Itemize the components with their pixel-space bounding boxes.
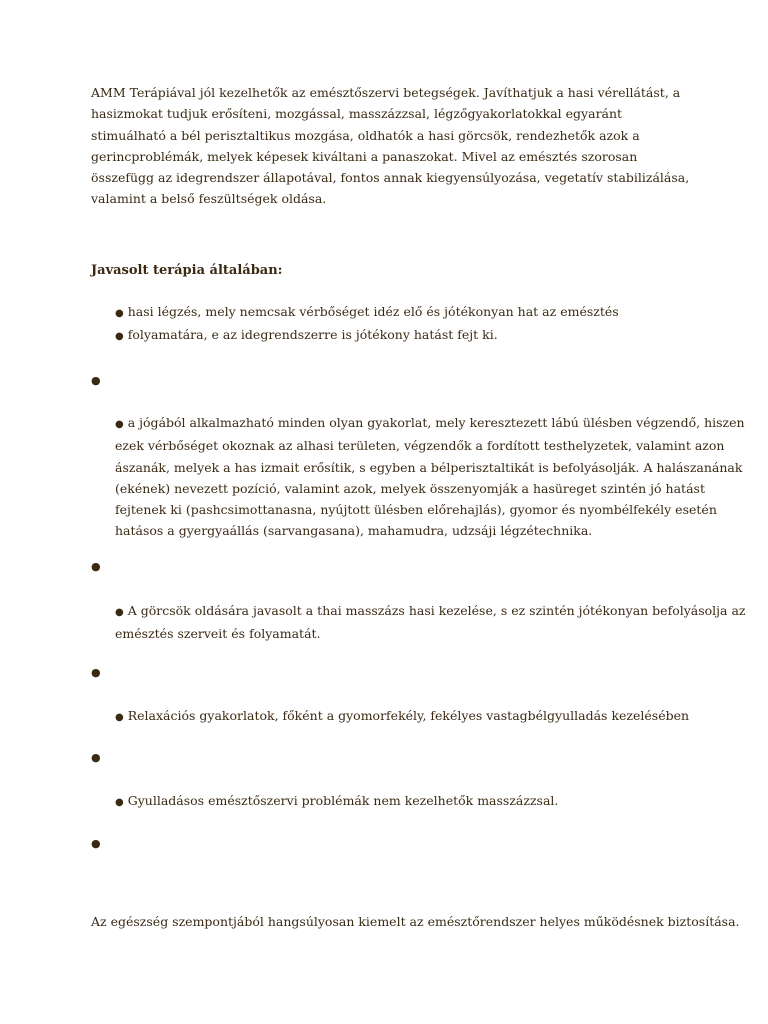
list-item xyxy=(115,705,690,728)
bullet-block-thai-massage xyxy=(115,600,746,645)
list-item xyxy=(115,790,685,813)
bullet-icon: ● xyxy=(91,751,101,764)
intro-line: AMM Terápiával jól kezelhetők az emésztőszervi betegségek. Javíthatjuk a hasi vérellátást, a xyxy=(91,85,681,100)
list-item-text: Gyulladásos emésztőszervi problémák nem kezelhetők masszázzsal. xyxy=(127,793,559,808)
list-item-line: fejtenek ki (pashcsimottanasna, nyújtott ülésben előrehajlás), gyomor és nyombélfekély esetén xyxy=(115,502,717,518)
list-item-line xyxy=(115,412,745,435)
closing-sentence: Az egészség szempontjából hangsúlyosan kiemelt az emésztőrendszer helyes működésnek biztosítása. xyxy=(91,914,740,929)
list-item-line: (ekének) nevezett pozíció, valamint azok, melyek összenyomják a hasüreget szintén jó hatást xyxy=(115,480,705,496)
list-item-text: A görcsök oldására javasolt a thai masszázs hasi kezelése, s ez szintén jótékonyan befolyásolja az xyxy=(127,603,746,618)
list-item-text: Relaxációs gyakorlatok, főként a gyomorfekély, fekélyes vastagbélgyulladás kezelésében xyxy=(127,708,690,723)
bullet-icon: ● xyxy=(91,374,101,387)
list-item-text: hasi légzés, mely nemcsak vérbőséget idéz elő és jótékonyan hat az emésztés xyxy=(127,304,619,319)
bullet-block-breathing xyxy=(115,301,685,348)
intro-paragraph xyxy=(91,82,691,210)
section-heading: Javasolt terápia általában: xyxy=(91,263,283,278)
bullet-icon: ● xyxy=(115,331,124,343)
list-item-line: emésztés szerveit és folyamatát. xyxy=(115,626,321,642)
bullet-icon: ● xyxy=(115,308,124,319)
list-item-line: hatásos a gyergyaállás (sarvangasana), mahamudra, udzsáji légzétechnika. xyxy=(115,523,593,539)
list-item-text: a jógából alkalmazható minden olyan gyakorlat, mely keresztezett lábú ülésben végzendő, hiszen xyxy=(127,415,745,430)
list-item-text: folyamatára, e az idegrendszerre is jótékony hatást fejt ki. xyxy=(127,327,498,343)
bullet-block-relaxation xyxy=(115,705,690,728)
bullet-icon: ● xyxy=(91,837,101,850)
intro-line: összefügg az idegrendszer állapotával, fontos annak kiegyensúlyozása, vegetatív stabilizálása, xyxy=(91,170,690,186)
bullet-icon: ● xyxy=(115,712,124,723)
intro-line: gerincproblémák, melyek képesek kiváltani a panaszokat. Mivel az emésztés szorosan xyxy=(91,148,638,164)
intro-line: stimuálható a bél perisztaltikus mozgása, oldhatók a hasi görcsök, rendezhetők azok a xyxy=(91,127,640,143)
list-item xyxy=(115,324,685,347)
intro-line: valamint a belső feszültségek oldása. xyxy=(91,191,327,207)
list-item-line xyxy=(115,600,746,623)
list-item-line: ezek vérbőséget okoznak az alhasi területen, végzendők a fordított testhelyzetek, valamint azon xyxy=(115,438,725,454)
bullet-icon: ● xyxy=(115,797,124,808)
bullet-icon: ● xyxy=(91,666,101,679)
bullet-block-yoga xyxy=(115,412,745,542)
list-item xyxy=(115,301,685,324)
list-item-line: ászanák, melyek a has izmait erősítik, s egyben a bélperisztaltikát is befolyásolják. A halászanának xyxy=(115,459,743,475)
bullet-icon: ● xyxy=(115,419,124,430)
intro-line: hasizmokat tudjuk erősíteni, mozgással, masszázzsal, légzőgyakorlatokkal egyaránt xyxy=(91,106,623,122)
bullet-icon: ● xyxy=(115,607,124,618)
bullet-block-inflammation xyxy=(115,790,685,813)
bullet-icon: ● xyxy=(91,560,101,573)
